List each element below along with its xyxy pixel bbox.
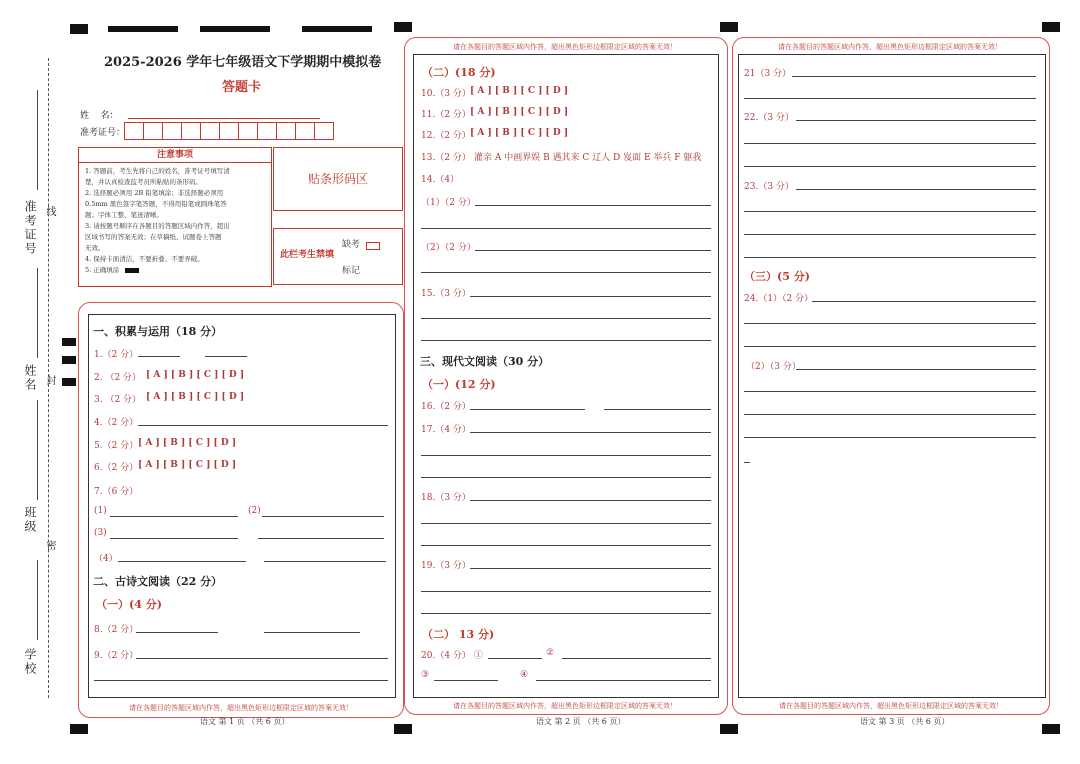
q24-1-line-1[interactable] <box>812 301 1036 302</box>
page-title: 2025-2026 学年七年级语文下学期期中模拟卷 <box>104 55 382 70</box>
q24-label: 24.（1）（2 分） <box>744 294 814 304</box>
subsection-5-heading: （三）(5 分) <box>744 270 810 283</box>
subsection-1-heading: （一）(4 分) <box>96 598 162 611</box>
name-field[interactable] <box>128 118 320 119</box>
q19-label: 19.（3 分） <box>421 561 471 571</box>
side-label-secret: 密 <box>44 540 55 552</box>
registration-mark <box>394 724 412 734</box>
q22-line-2[interactable] <box>744 143 1036 144</box>
q7-blank-1[interactable] <box>110 516 238 517</box>
notice-item: 1. 答题前，考生先将自己的姓名，准考证号填写清 <box>85 167 230 175</box>
q21-line-2[interactable] <box>744 98 1036 99</box>
notice-item: 5. 正确填涂 <box>85 265 267 276</box>
q18-line-2[interactable] <box>421 523 711 524</box>
q2-options[interactable]: [ A ] [ B ] [ C ] [ D ] <box>146 370 245 380</box>
notice-title: 注意事项 <box>79 148 271 163</box>
q11-label: 11.（2 分） <box>421 110 471 120</box>
q14-2-label: （2）（2 分） <box>421 243 476 253</box>
q20-blank-2[interactable] <box>562 658 711 659</box>
subsection-3-heading: （一）(12 分) <box>422 378 496 391</box>
q13-label: 13.（2 分） <box>421 153 471 163</box>
q17-line-1[interactable] <box>470 432 711 433</box>
registration-mark <box>62 356 76 364</box>
q17-label: 17.（4 分） <box>421 425 471 435</box>
registration-mark <box>62 378 76 386</box>
q7-blank-2[interactable] <box>262 516 384 517</box>
page-subtitle: 答题卡 <box>222 80 262 95</box>
q20-blank-2-label: ② <box>546 648 555 658</box>
q4-label: 4.（2 分） <box>94 418 139 428</box>
binding-dashed-line <box>48 58 49 698</box>
q1-blank-b[interactable] <box>205 356 247 357</box>
q9-line-2[interactable] <box>94 680 388 681</box>
side-fill-line <box>37 268 38 358</box>
registration-mark <box>720 22 738 32</box>
notice-item: 区域书写的答案无效；在草稿纸、试题卷上答题 <box>85 233 222 241</box>
registration-mark <box>720 724 738 734</box>
q24-1-line-3[interactable] <box>744 346 1036 347</box>
q22-line-3[interactable] <box>744 166 1036 167</box>
subsection-2-heading: （二）(18 分) <box>422 66 496 79</box>
q21-label: 21（3 分） <box>744 69 792 79</box>
exam-no-label: 准考证号： <box>80 128 126 138</box>
q16-blank-b[interactable] <box>604 409 711 410</box>
page2-top-warning: 请在各题目的答题区域内作答，超出黑色矩形边框限定区域的答案无效！ <box>453 43 677 51</box>
q14-2-line-2[interactable] <box>421 272 711 273</box>
q20-blank-1[interactable] <box>488 658 542 659</box>
subsection-4-heading: （二） 13 分) <box>422 628 495 641</box>
q18-label: 18.（3 分） <box>421 493 471 503</box>
q11-options[interactable]: [ A ] [ B ] [ C ] [ D ] <box>470 107 569 117</box>
q14-1-label: （1）（2 分） <box>421 198 476 208</box>
q24-2-line-1[interactable] <box>796 369 1036 370</box>
q7-blank-3[interactable] <box>110 538 238 539</box>
q19-line-1[interactable] <box>470 568 711 569</box>
q20-blank-4-label: ④ <box>520 670 529 680</box>
q15-line-2[interactable] <box>421 318 711 319</box>
q12-options[interactable]: [ A ] [ B ] [ C ] [ D ] <box>470 128 569 138</box>
page1-warning: 请在各题目的答题区域内作答，超出黑色矩形边框限定区域的答案无效！ <box>129 704 353 712</box>
side-label-line: 线 <box>44 206 55 218</box>
q14-2-line-1[interactable] <box>475 250 711 251</box>
page2-warning: 请在各题目的答题区域内作答，超出黑色矩形边框限定区域的答案无效！ <box>453 702 677 710</box>
q15-line-1[interactable] <box>470 296 711 297</box>
q20-label: 20.（4 分） ① <box>421 651 483 661</box>
notice-item: 2. 选择题必须用 2B 铅笔填涂；非选择题必须用 <box>85 189 224 197</box>
q13-options[interactable]: 灌亲 A 中画界娱 B 遇其来 C 辽人 D 岌面 E 举兵 F 躯我 <box>474 153 702 163</box>
q21-line-1[interactable] <box>792 76 1036 77</box>
q7-blank-3-label: (3) <box>94 528 107 538</box>
q14-1-line-1[interactable] <box>475 205 711 206</box>
q24-1-line-2[interactable] <box>744 323 1036 324</box>
q9-label: 9.（2 分） <box>94 651 139 661</box>
name-label: 姓 名： <box>80 111 119 121</box>
q24-2-stub <box>744 462 750 463</box>
page3-footer: 语文 第 3 页 （共 6 页） <box>860 717 950 726</box>
q10-options[interactable]: [ A ] [ B ] [ C ] [ D ] <box>470 86 569 96</box>
q23-line-4[interactable] <box>744 257 1036 258</box>
q19-line-3[interactable] <box>421 613 711 614</box>
q7-label: 7.（6 分） <box>94 487 139 497</box>
q1-label: 1.（2 分） <box>94 350 139 360</box>
q5-options[interactable]: [ A ] [ B ] [ C ] [ D ] <box>138 438 237 448</box>
q7-blank-4b[interactable] <box>264 561 386 562</box>
registration-mark <box>302 26 372 32</box>
q16-label: 16.（2 分） <box>421 402 471 412</box>
side-label-exam-no: 准考证号 <box>23 200 37 256</box>
q17-line-3[interactable] <box>421 477 711 478</box>
q14-label: 14.（4） <box>421 175 460 185</box>
q8-label: 8.（2 分） <box>94 625 139 635</box>
registration-mark <box>62 338 76 346</box>
side-fill-line <box>37 90 38 190</box>
barcode-area <box>273 147 403 211</box>
q20-blank-4[interactable] <box>536 680 711 681</box>
page3-answer-area <box>738 54 1046 698</box>
registration-mark <box>200 26 270 32</box>
q9-line-1[interactable] <box>136 658 388 659</box>
registration-mark <box>1042 22 1060 32</box>
q3-options[interactable]: [ A ] [ B ] [ C ] [ D ] <box>146 392 245 402</box>
registration-mark <box>1042 724 1060 734</box>
q4-answer-line[interactable] <box>138 425 388 426</box>
q20-blank-3[interactable] <box>434 680 498 681</box>
side-label-seal: 封 <box>44 375 55 387</box>
q24-2-line-4[interactable] <box>744 437 1036 438</box>
registration-mark <box>70 24 88 34</box>
q17-line-2[interactable] <box>421 455 711 456</box>
q23-line-1[interactable] <box>796 189 1036 190</box>
notice-box <box>78 147 272 287</box>
notice-item: 0.5mm 黑色签字笔答题，不得用铅笔或圆珠笔答 <box>85 200 227 208</box>
q7-blank-2-label: (2) <box>248 506 261 516</box>
q7-blank-4-label: （4） <box>94 554 118 564</box>
q10-label: 10.（3 分） <box>421 89 471 99</box>
side-label-name: 姓名 <box>23 364 37 392</box>
notice-item: 4. 保持卡面清洁，不要折叠、不要弄破。 <box>85 255 204 263</box>
notice-item: 无效。 <box>85 244 105 252</box>
q14-1-line-2[interactable] <box>421 228 711 229</box>
q23-line-3[interactable] <box>744 234 1036 235</box>
section-3-heading: 三、现代文阅读（30 分） <box>420 355 550 368</box>
q16-blank-a[interactable] <box>470 409 585 410</box>
q24-2-label: （2）（3 分） <box>746 362 801 372</box>
q7-blank-1-label: (1) <box>94 506 107 516</box>
side-label-school: 学校 <box>23 648 37 676</box>
q18-line-1[interactable] <box>470 500 711 501</box>
q18-line-3[interactable] <box>421 545 711 546</box>
side-fill-line <box>37 560 38 640</box>
page2-footer: 语文 第 2 页 （共 6 页） <box>536 717 626 726</box>
q1-blank-a[interactable] <box>138 356 180 357</box>
forbidden-box <box>273 228 403 285</box>
q22-label: 22.（3 分） <box>744 113 794 123</box>
q7-blank-3b[interactable] <box>258 538 384 539</box>
mark-label: 标记 <box>342 266 361 276</box>
q12-label: 12.（2 分） <box>421 131 471 141</box>
absent-checkbox[interactable] <box>366 242 380 250</box>
side-label-class: 班级 <box>23 506 37 534</box>
notice-item: 题；字体工整、笔迹清晰。 <box>85 211 163 219</box>
page1-footer: 语文 第 1 页 （共 6 页） <box>200 717 290 726</box>
q23-label: 23.（3 分） <box>744 182 794 192</box>
q2-label: 2. （2 分） <box>94 373 142 383</box>
page3-top-warning: 请在各题目的答题区域内作答，超出黑色矩形边框限定区域的答案无效！ <box>778 43 1002 51</box>
section-1-heading: 一、积累与运用（18 分） <box>93 325 223 338</box>
side-fill-line <box>37 400 38 500</box>
absent-label: 缺考 <box>342 240 361 250</box>
registration-mark <box>70 724 88 734</box>
q6-label: 6.（2 分） <box>94 463 139 473</box>
page3-warning: 请在各题目的答题区域内作答，超出黑色矩形边框限定区域的答案无效！ <box>779 702 1003 710</box>
barcode-label: 贴条形码区 <box>307 172 368 186</box>
q19-line-2[interactable] <box>421 591 711 592</box>
notice-list <box>83 166 267 276</box>
q7-blank-4[interactable] <box>118 561 246 562</box>
q20-blank-3-label: ③ <box>421 670 430 680</box>
q3-label: 3. （2 分） <box>94 395 142 405</box>
q24-2-line-2[interactable] <box>744 391 1036 392</box>
notice-item: 楚，并认真检查监考员所粘贴的条形码。 <box>85 178 202 186</box>
q5-label: 5.（2 分） <box>94 441 139 451</box>
q8-blank-a[interactable] <box>136 632 218 633</box>
q23-line-2[interactable] <box>744 211 1036 212</box>
q8-blank-b[interactable] <box>264 632 360 633</box>
q6-options[interactable]: [ A ] [ B ] [ C ] [ D ] <box>138 460 237 470</box>
q15-line-3[interactable] <box>421 340 711 341</box>
q15-label: 15.（3 分） <box>421 289 471 299</box>
registration-mark <box>394 22 412 32</box>
section-2-heading: 二、古诗文阅读（22 分） <box>93 575 223 588</box>
q24-2-line-3[interactable] <box>744 414 1036 415</box>
q22-line-1[interactable] <box>796 120 1036 121</box>
registration-mark <box>108 26 178 32</box>
notice-item: 3. 请按题号顺序在各题目的答题区域内作答，超出 <box>85 222 230 230</box>
forbidden-label: 此栏考生禁填 <box>280 250 335 260</box>
exam-no-cells[interactable] <box>124 122 333 140</box>
